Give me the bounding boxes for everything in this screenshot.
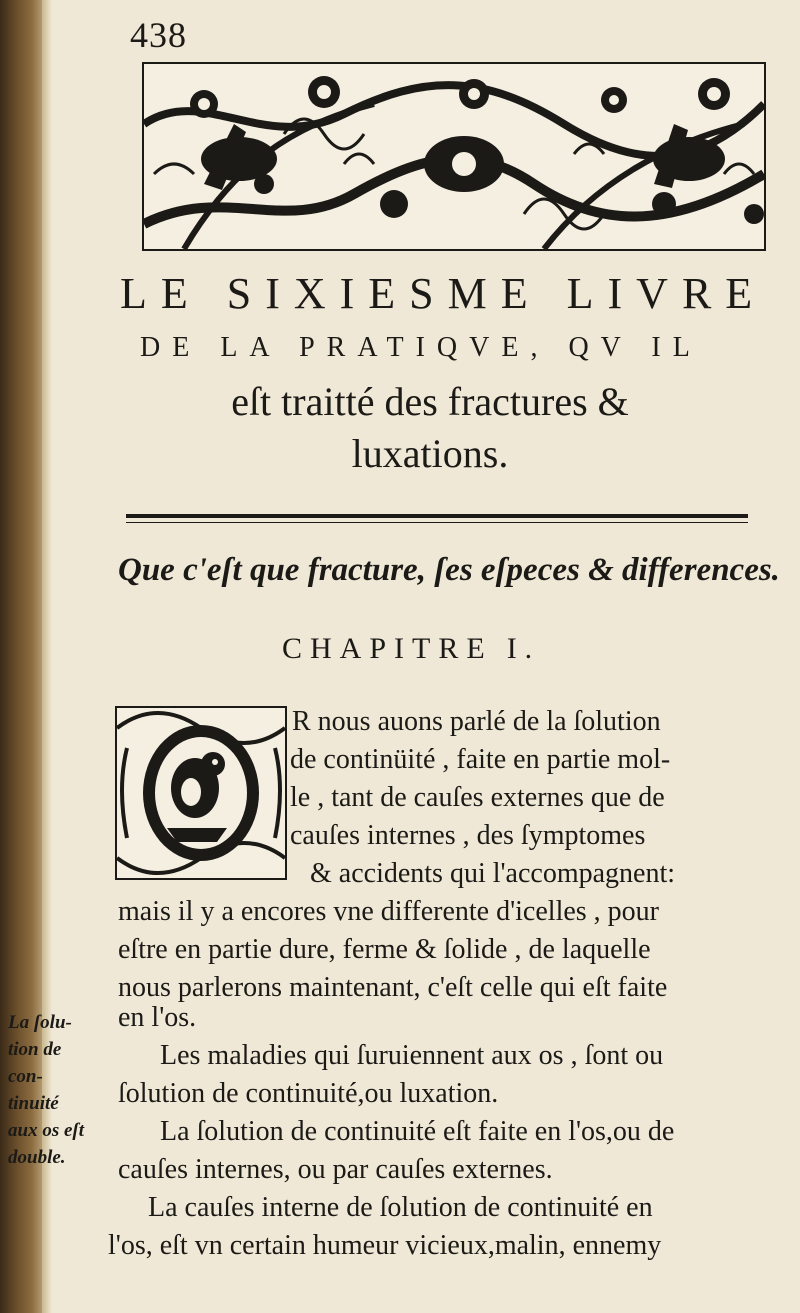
margin-note-line: tinuité <box>8 1092 59 1114</box>
subtitle-line-2: eſt traitté des fractures & <box>231 379 629 424</box>
body-line-6: mais il y a encores vne differente d'icelles , pour <box>118 896 659 927</box>
subtitle-line-3: luxations. <box>351 431 509 476</box>
body-line-2: de continüité , faite en partie mol- <box>290 744 671 775</box>
body-line-8: nous parlerons maintenant, c'eſt celle qui eſt faite <box>118 972 668 1003</box>
body-line-4: cauſes internes , des ſymptomes <box>290 820 646 851</box>
body-line-1: R nous auons parlé de la ſolution <box>292 706 661 737</box>
chapter-label: CHAPITRE <box>282 632 493 665</box>
body-line-7: eſtre en partie dure, ferme & ſolide , de laquelle <box>118 934 651 965</box>
page-number: 438 <box>130 15 187 55</box>
margin-note-line: con- <box>8 1065 43 1087</box>
body-line-3: le , tant de cauſes externes que de <box>290 782 665 813</box>
decorated-initial <box>115 706 287 880</box>
body-line-10: Les maladies qui ſuruiennent aux os , ſont ou <box>160 1040 664 1071</box>
body-line-12: La ſolution de continuité eſt faite en l'os,ou de <box>160 1116 675 1147</box>
section-heading: Que c'eſt que fracture, ſes eſpeces & differences. <box>118 552 780 588</box>
body-line-5: & accidents qui l'accompagnent: <box>310 858 676 889</box>
margin-note <box>8 1010 98 1172</box>
ornamental-initial-o-icon <box>117 708 285 878</box>
divider-rule <box>126 514 748 518</box>
body-line-14: La cauſes interne de ſolution de continuité en <box>148 1192 653 1223</box>
body-line-9: en l'os. <box>118 1002 197 1033</box>
margin-note-line: tion de <box>8 1038 62 1060</box>
margin-note-line: double. <box>8 1146 66 1168</box>
margin-note-line: La ſolu- <box>8 1012 72 1033</box>
body-line-15: l'os, eſt vn certain humeur vicieux,malin, ennemy <box>108 1230 662 1261</box>
chapter-heading <box>282 632 540 666</box>
subtitle-line-1: DE LA PRATIQVE, QV IL <box>140 332 702 363</box>
floral-bird-ornament-icon <box>144 64 764 249</box>
chapter-number: I. <box>506 632 541 665</box>
margin-note-line: aux os eſt <box>8 1119 84 1141</box>
woodcut-headpiece <box>142 62 766 251</box>
divider-rule-thin <box>126 522 748 523</box>
body-line-13: cauſes internes, ou par cauſes externes. <box>118 1154 553 1185</box>
book-title: LE SIXIESME LIVRE <box>120 269 767 318</box>
body-line-11: ſolution de continuité,ou luxation. <box>118 1078 499 1109</box>
